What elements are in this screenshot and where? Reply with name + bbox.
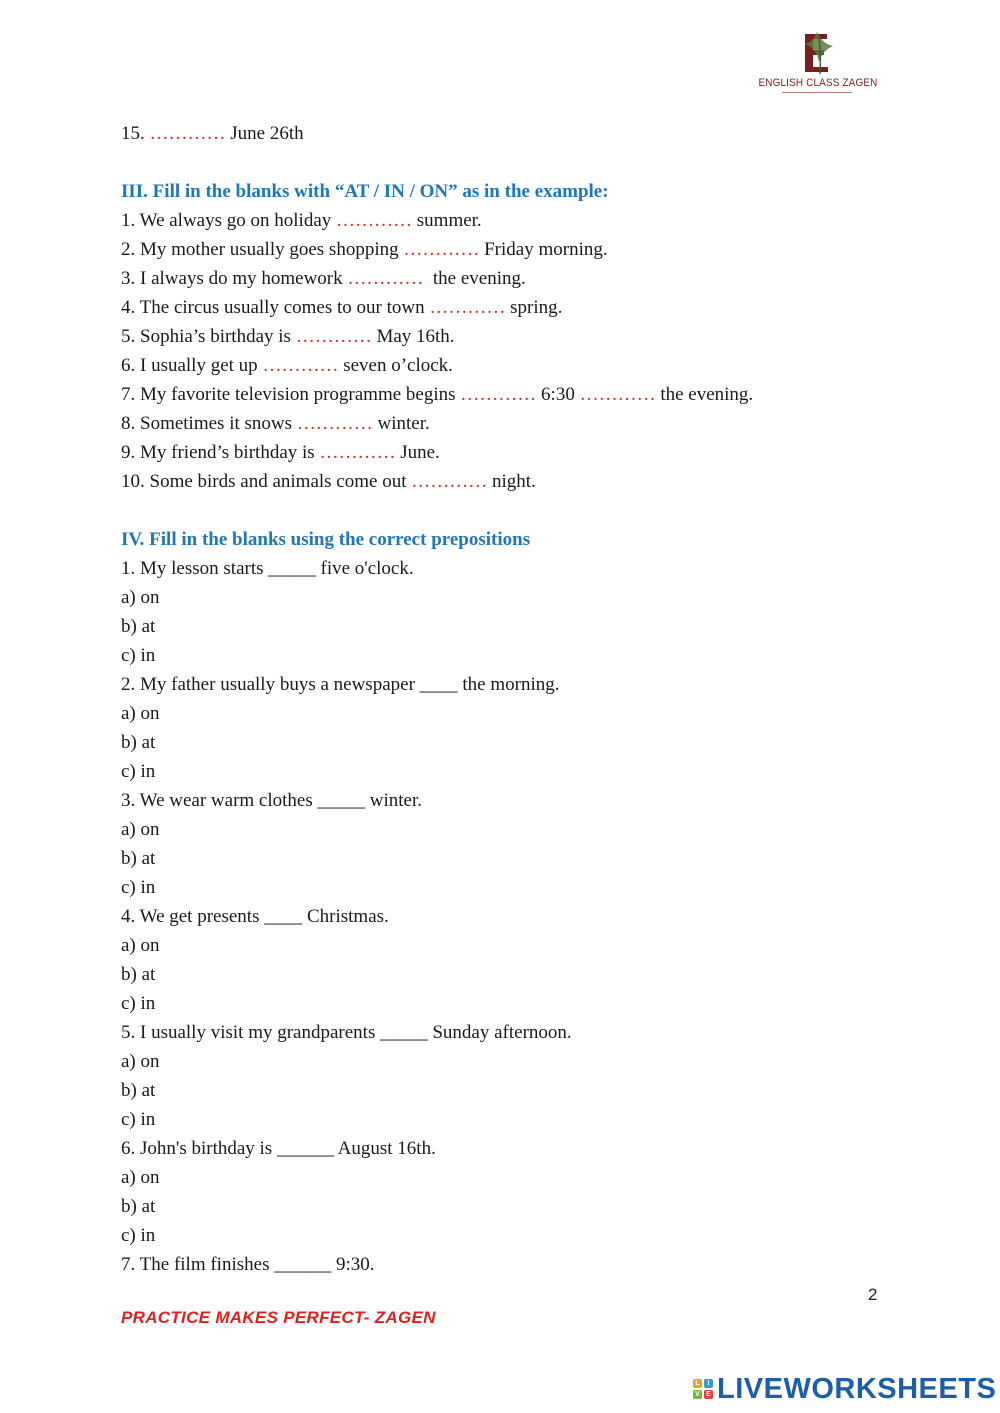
item-text: 7. My favorite television programme begins (121, 384, 461, 405)
answer-blank[interactable]: ………… (411, 471, 488, 492)
item-text: June. (395, 442, 440, 463)
section-iii-heading: III. Fill in the blanks with “AT / IN / ON” as in the example: (121, 181, 609, 202)
exercise-iii-item (121, 235, 921, 264)
section-iv-list (121, 554, 921, 1279)
question-text: 3. We wear warm clothes _____ winter. (121, 790, 422, 811)
item-text: 3. I always do my homework (121, 268, 348, 289)
exercise-iii-item (121, 264, 921, 293)
item-text: 6:30 (536, 384, 580, 405)
answer-option[interactable]: c) in (121, 1109, 156, 1130)
exercise-iii-item (121, 409, 921, 438)
exercise-iii-item (121, 351, 921, 380)
exercise-iii-item (121, 380, 921, 409)
item-text: spring. (505, 297, 563, 318)
liveworksheets-badge-icon: L I V E (693, 1379, 713, 1399)
answer-blank[interactable]: ………… (296, 413, 373, 434)
item-text: the evening. (655, 384, 754, 405)
item-text: 5. Sophia’s birthday is (121, 326, 296, 347)
answer-blank[interactable]: ………… (262, 355, 339, 376)
prev-item-15: 15. ………… June 26th (121, 123, 304, 144)
item-text: summer. (412, 210, 482, 231)
item-text: the evening. (423, 268, 526, 289)
answer-option[interactable]: c) in (121, 993, 156, 1014)
item-text: Friday morning. (479, 239, 608, 260)
answer-option[interactable]: c) in (121, 761, 156, 782)
item-text: winter. (372, 413, 430, 434)
answer-option[interactable]: b) at (121, 964, 156, 985)
answer-blank[interactable]: ………… (460, 384, 537, 405)
answer-blank[interactable]: ………… (403, 239, 480, 260)
item-text: night. (487, 471, 536, 492)
exercise-iii-item (121, 206, 921, 235)
answer-blank[interactable]: ………… (149, 123, 226, 144)
answer-blank[interactable]: ………… (347, 268, 424, 289)
question-text: 1. My lesson starts _____ five o'clock. (121, 558, 414, 579)
answer-option[interactable]: b) at (121, 1080, 156, 1101)
logo-emblem-icon (795, 30, 839, 76)
answer-option[interactable]: b) at (121, 616, 156, 637)
answer-option[interactable]: b) at (121, 1196, 156, 1217)
question-text: 7. The film finishes ______ 9:30. (121, 1254, 375, 1275)
question-text: 6. John's birthday is ______ August 16th. (121, 1138, 436, 1159)
answer-blank[interactable]: ………… (295, 326, 372, 347)
item-text: seven o’clock. (338, 355, 453, 376)
logo (752, 30, 882, 102)
answer-blank[interactable]: ………… (319, 442, 396, 463)
section-iv-heading: IV. Fill in the blanks using the correct prepositions (121, 529, 531, 550)
question-text: 2. My father usually buys a newspaper ____ the morning. (121, 674, 560, 695)
answer-blank[interactable]: ………… (336, 210, 413, 231)
item-text: 8. Sometimes it snows (121, 413, 297, 434)
item-text: 6. I usually get up (121, 355, 263, 376)
answer-option[interactable]: c) in (121, 877, 156, 898)
answer-option[interactable]: c) in (121, 1225, 156, 1246)
liveworksheets-watermark (693, 1374, 996, 1404)
question-text: 4. We get presents ____ Christmas. (121, 906, 389, 927)
answer-option[interactable]: a) on (121, 1051, 160, 1072)
logo-text: ENGLISH CLASS ZAGEN (758, 77, 878, 89)
page-number: 2 (868, 1285, 878, 1304)
answer-option[interactable]: a) on (121, 935, 160, 956)
item-text: May 16th. (371, 326, 455, 347)
item-text: 9. My friend’s birthday is (121, 442, 320, 463)
item-text: 1. We always go on holiday (121, 210, 337, 231)
question-text: 5. I usually visit my grandparents _____ Sunday afternoon. (121, 1022, 572, 1043)
logo-divider (782, 92, 852, 93)
answer-option[interactable]: a) on (121, 1167, 160, 1188)
item-text: 4. The circus usually comes to our town (121, 297, 430, 318)
liveworksheets-text: LIVEWORKSHEETS (717, 1372, 997, 1405)
answer-blank[interactable]: ………… (429, 297, 506, 318)
answer-blank[interactable]: ………… (579, 384, 656, 405)
exercise-iii-item (121, 438, 921, 467)
worksheet-content (121, 119, 921, 1279)
answer-option[interactable]: a) on (121, 819, 160, 840)
item-text: 2. My mother usually goes shopping (121, 239, 404, 260)
footer-slogan: PRACTICE MAKES PERFECT- ZAGEN (121, 1308, 436, 1327)
answer-option[interactable]: c) in (121, 645, 156, 666)
answer-option[interactable]: b) at (121, 732, 156, 753)
exercise-iii-item (121, 322, 921, 351)
answer-option[interactable]: a) on (121, 703, 160, 724)
answer-option[interactable]: b) at (121, 848, 156, 869)
exercise-iii-item (121, 293, 921, 322)
item-text: 10. Some birds and animals come out (121, 471, 412, 492)
exercise-iii-item (121, 467, 921, 496)
section-iii-list (121, 206, 921, 496)
answer-option[interactable]: a) on (121, 587, 160, 608)
